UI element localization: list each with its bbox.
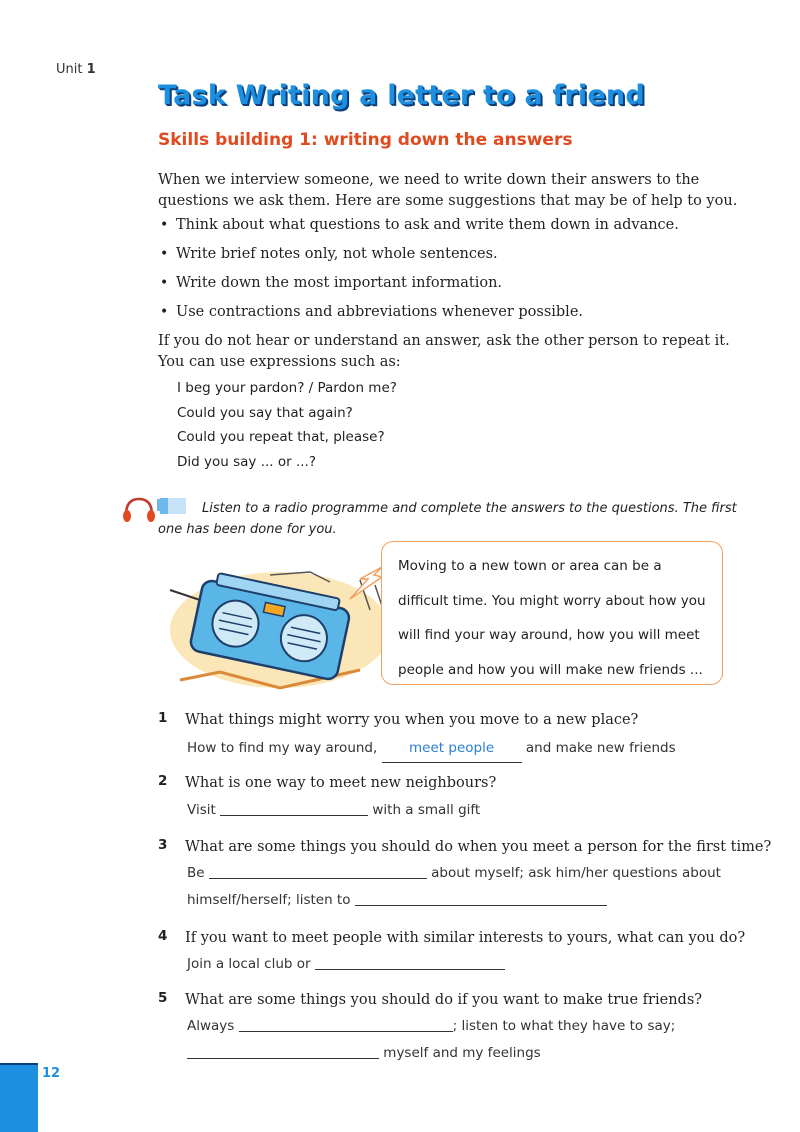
unit-label <box>56 62 96 77</box>
answer-line <box>187 1013 767 1040</box>
filled-answer[interactable]: meet people <box>382 735 522 763</box>
expression-item: Could you say that again? <box>177 404 353 421</box>
question-text: What things might worry you when you move to a new place? <box>185 712 639 728</box>
answer-suffix: ; listen to what they have to say; <box>452 1018 676 1034</box>
answer-line <box>187 887 767 914</box>
answer-prefix: Always <box>187 1018 239 1034</box>
task-title: Task Writing a letter to a friend <box>158 80 645 111</box>
answer-blank[interactable] <box>315 955 505 970</box>
quote-line: will find your way around, how you will meet <box>398 627 700 643</box>
answer-prefix: himself/herself; listen to <box>187 892 355 908</box>
answer-prefix: Visit <box>187 802 221 818</box>
answer-line <box>187 797 767 824</box>
suggestion-item: • Write down the most important information. <box>158 273 758 302</box>
question-text: What is one way to meet new neighbours? <box>185 775 497 791</box>
listening-instruction: Listen to a radio programme and complete the answers to the questions. The first one has been done for you. <box>158 501 737 537</box>
answer-suffix: about myself; ask him/her questions about <box>426 865 721 881</box>
quote-line: people and how you will make new friends ... <box>398 661 703 678</box>
quote-line: Moving to a new town or area can be a <box>398 558 662 574</box>
suggestion-item: • Write brief notes only, not whole sentences. <box>158 244 758 273</box>
expression-item: Did you say ... or ...? <box>177 453 316 470</box>
question-text: If you want to meet people with similar interests to yours, what can you do? <box>185 930 746 946</box>
answer-prefix: Be <box>187 865 209 881</box>
answer-blank[interactable] <box>209 864 427 879</box>
suggestion-item: • Think about what questions to ask and write them down in advance. <box>158 215 758 244</box>
suggestion-list <box>158 215 758 331</box>
answer-line <box>187 735 767 763</box>
expression-item: I beg your pardon? / Pardon me? <box>177 380 397 396</box>
unit-prefix: Unit <box>56 62 83 77</box>
pardon-paragraph: If you do not hear or understand an answer, ask the other person to repeat it. You can use expressions such as: <box>158 333 730 370</box>
question-number: 2 <box>158 773 168 789</box>
intro-paragraph: When we interview someone, we need to write down their answers to the questions we ask them. Here are some suggestions that may be of help to you. <box>158 172 738 209</box>
question-number: 1 <box>158 710 168 726</box>
question-text: What are some things you should do if you want to make true friends? <box>185 992 703 1008</box>
answer-blank[interactable] <box>355 891 607 906</box>
answer-prefix: Join a local club or <box>187 956 315 972</box>
answer-line <box>187 860 767 887</box>
page-tab <box>0 1065 38 1132</box>
suggestion-item: • Use contractions and abbreviations whenever possible. <box>158 302 758 331</box>
question-number: 5 <box>158 990 168 1006</box>
page-number: 12 <box>42 1066 61 1081</box>
answer-blank[interactable] <box>187 1044 379 1059</box>
expression-list <box>177 379 397 477</box>
speech-bubble <box>381 541 723 685</box>
answer-blank[interactable] <box>220 801 368 816</box>
unit-number: 1 <box>86 62 96 77</box>
quote-line: difficult time. You might worry about how you <box>398 592 706 609</box>
question-number: 3 <box>158 837 168 853</box>
answer-suffix: myself and my feelings <box>379 1045 541 1061</box>
skills-title: Skills building 1: writing down the answers <box>158 130 573 150</box>
answer-suffix: and make new friends <box>521 740 676 756</box>
answer-suffix: with a small gift <box>368 802 481 818</box>
expression-item: Could you repeat that, please? <box>177 429 385 445</box>
answer-prefix: How to find my way around, <box>187 740 382 756</box>
question-text: What are some things you should do when you meet a person for the first time? <box>185 839 772 855</box>
question-number: 4 <box>158 928 168 944</box>
answer-line <box>187 1040 767 1067</box>
answer-blank[interactable] <box>239 1017 453 1032</box>
headphones-icon <box>121 495 161 525</box>
answer-line <box>187 951 767 978</box>
